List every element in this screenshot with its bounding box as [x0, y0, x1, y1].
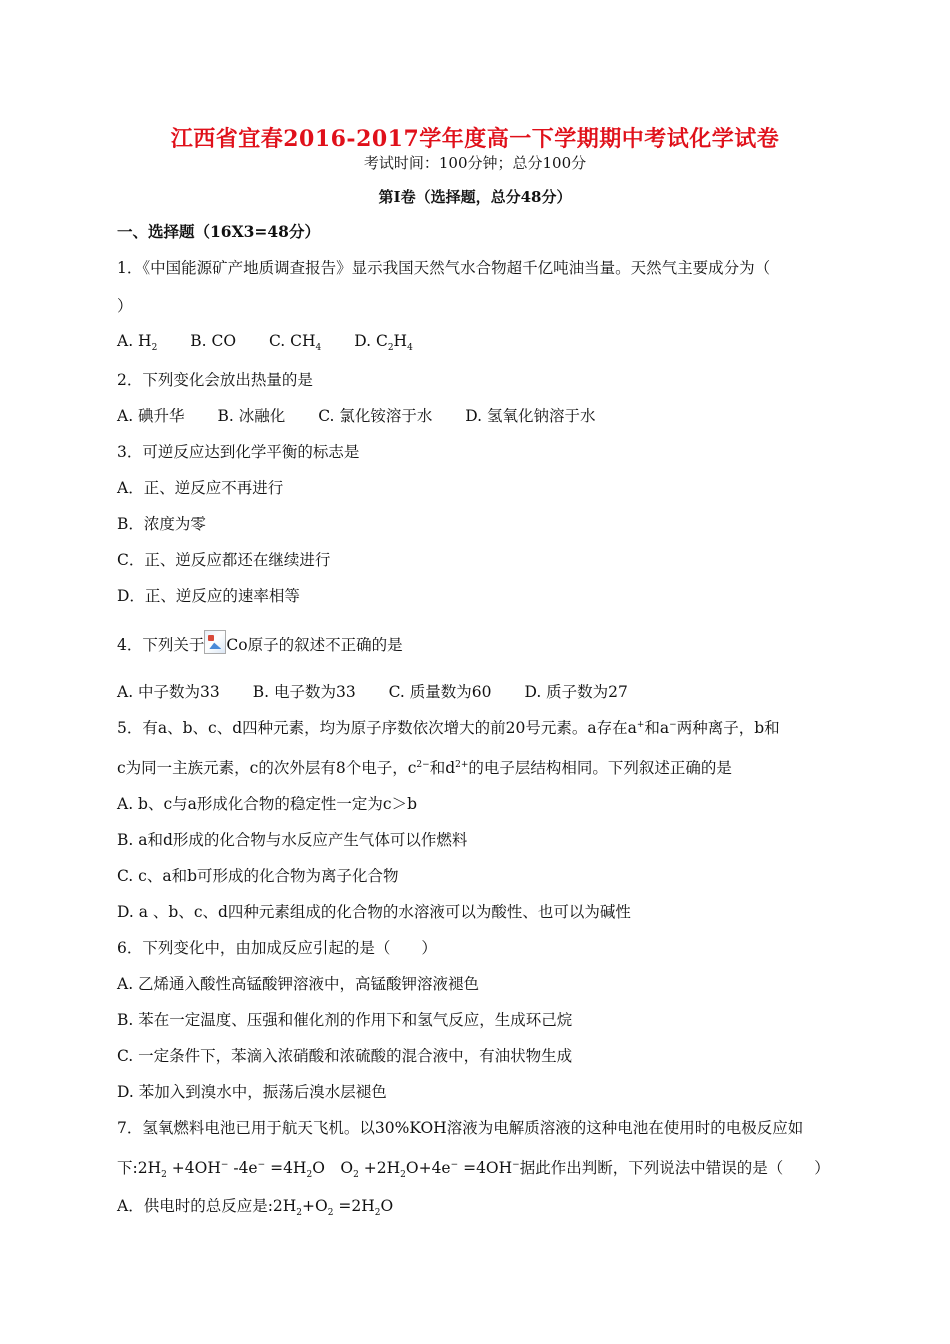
question-1-options — [117, 332, 413, 353]
section-heading: 一、选择题（16X3=48分） — [117, 222, 320, 241]
option-a: A. $H_2$ — [117, 332, 158, 354]
option-b: B. 冰融化 — [217, 407, 286, 425]
question-2-stem: 2．下列变化会放出热量的是 — [117, 371, 313, 389]
question-5-option-d: D. a 、b、c、d四种元素组成的化合物的水溶液可以为酸性、也可以为碱性 — [117, 903, 631, 921]
exam-title: 江西省宜春2016-2017学年度高一下学期期中考试化学试卷 — [170, 126, 780, 152]
question-1-stem: 1．《中国能源矿产地质调查报告》显示我国天然气水合物超千亿吨油当量。天然气主要成分为（ — [117, 259, 771, 277]
option-d: D. $C_2H_4$ — [354, 332, 413, 354]
option-a: A. 中子数为33 — [117, 683, 220, 701]
question-6-option-a: A. 乙烯通入酸性高锰酸钾溶液中，高锰酸钾溶液褪色 — [117, 975, 480, 993]
question-5-stem-line-1: 5．有a、b、c、d四种元素，均为原子序数依次增大的前20号元素。a存在a+和a−两种离子，b和 — [117, 719, 780, 737]
question-5-option-a: A. b、c与a形成化合物的稳定性一定为c＞b — [117, 795, 417, 813]
question-4-stem: 4．下列关于 Co原子的叙述不正确的是 — [117, 630, 403, 655]
option-a: A. 碘升华 — [117, 407, 185, 425]
option-b: B. 电子数为33 — [252, 683, 356, 701]
question-7-stem-line-2: 下$:2H_2 +4OH^-$ $-4e^- =4H_2O$ $O_2 +2H_2O+4e^- =4OH^-$据此作出判断，下列说法中错误的是（ ） — [117, 1159, 830, 1181]
question-6-option-c: C. 一定条件下，苯滴入浓硝酸和浓硫酸的混合液中，有油状物生成 — [117, 1047, 573, 1065]
question-6-option-b: B. 苯在一定温度、压强和催化剂的作用下和氢气反应，生成环己烷 — [117, 1011, 573, 1029]
question-2-options — [117, 404, 596, 426]
option-b: B. CO — [190, 332, 237, 350]
question-5-option-b: B. a和d形成的化合物与水反应产生气体可以作燃料 — [117, 831, 468, 849]
exam-duration-score: 考试时间：100分钟；总分100分 — [363, 154, 587, 172]
question-7-stem-line-1: 7．氢氧燃料电池已用于航天飞机。以30%KOH溶液为电解质溶液的这种电池在使用时的电极反应如 — [117, 1119, 804, 1137]
question-1-stem-close: ） — [117, 297, 133, 315]
broken-image-icon — [204, 630, 226, 654]
question-3-option-b: B．浓度为零 — [117, 515, 206, 533]
option-d: D. 质子数为27 — [524, 683, 628, 701]
question-5-option-c: C. c、a和b可形成的化合物为离子化合物 — [117, 867, 399, 885]
question-5-stem-line-2: c为同一主族元素，c的次外层有8个电子，$c^{2-}$和$d^{2+}$的电子层结构相同。下列叙述正确的是 — [117, 759, 732, 777]
question-3-option-c: C．正、逆反应都还在继续进行 — [117, 551, 331, 569]
part-heading: 第Ⅰ卷（选择题，总分48分） — [378, 188, 572, 206]
option-c: C. 质量数为60 — [388, 683, 492, 701]
question-6-stem: 6．下列变化中，由加成反应引起的是（ ） — [117, 939, 437, 957]
option-c: C. $CH_4$ — [269, 332, 322, 354]
question-6-option-d: D. 苯加入到溴水中，振荡后溴水层褪色 — [117, 1083, 387, 1101]
option-c: C. 氯化铵溶于水 — [318, 407, 433, 425]
question-3-stem: 3．可逆反应达到化学平衡的标志是 — [117, 443, 360, 461]
question-7-option-a: A．供电时的总反应是$:2H_2+O_2 =2H_2O$ — [117, 1197, 394, 1219]
question-4-options — [117, 680, 628, 702]
option-d: D. 氢氧化钠溶于水 — [465, 407, 596, 425]
question-3-option-a: A．正、逆反应不再进行 — [117, 479, 284, 497]
question-3-option-d: D．正、逆反应的速率相等 — [117, 587, 300, 605]
